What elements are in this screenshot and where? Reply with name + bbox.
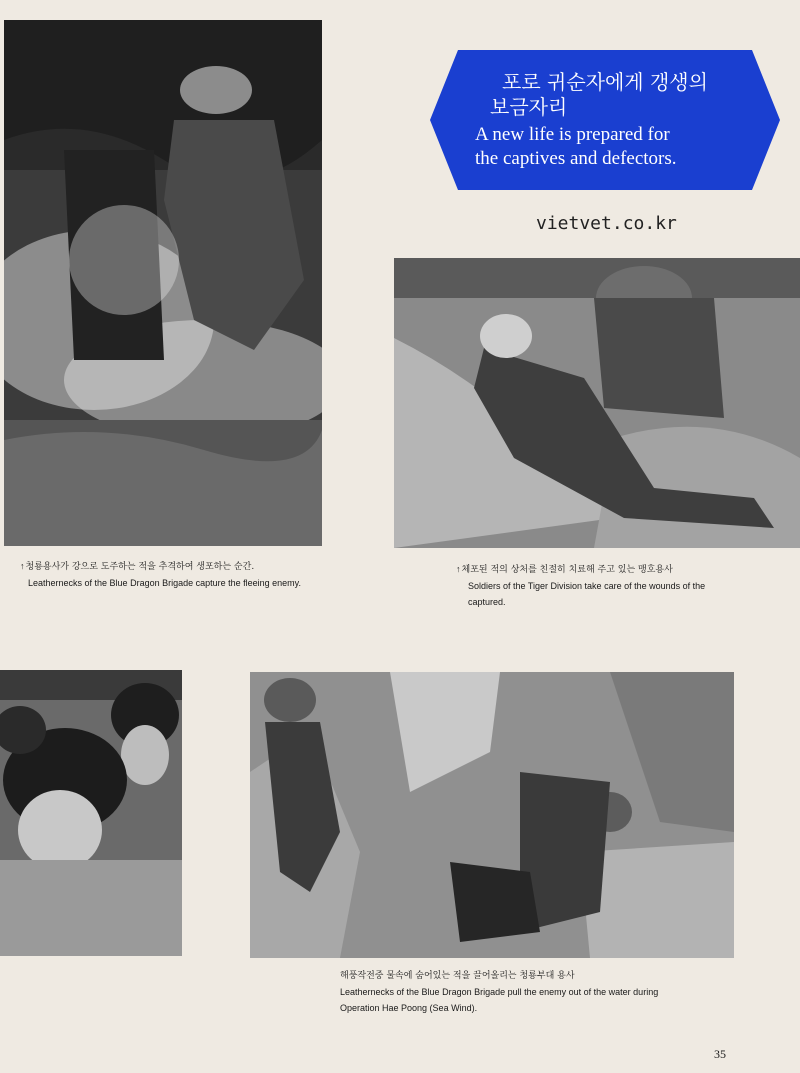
photo-river-chase bbox=[4, 20, 322, 546]
page-number: 35 bbox=[714, 1047, 726, 1061]
caption-wound-care-en: Soldiers of the Tiger Division take care of the wounds of the captured. bbox=[468, 581, 706, 607]
caption-arrow: ↑ bbox=[20, 561, 25, 571]
photo-water-rescue bbox=[250, 672, 734, 958]
caption-arrow: ↑ bbox=[456, 564, 461, 574]
caption-river-chase bbox=[20, 558, 320, 591]
photo-wound-care bbox=[394, 258, 800, 548]
caption-water-rescue-ko: 해풍작전중 물속에 숨어있는 적을 끌어올리는 청룡부대 용사 bbox=[340, 971, 575, 981]
title-banner bbox=[430, 50, 780, 190]
banner-title-ko-line1: 포로 귀순자에게 갱생의 bbox=[502, 70, 708, 94]
caption-water-rescue-en: Leathernecks of the Blue Dragon Brigade pull the enemy out of the water during Operation Hae Poong (Sea Wind). bbox=[340, 987, 659, 1013]
photo-captives bbox=[0, 670, 182, 956]
watermark-text: vietvet.co.kr bbox=[536, 213, 677, 234]
caption-water-rescue bbox=[340, 968, 660, 1016]
banner-title-en-line1: A new life is prepared for bbox=[475, 124, 670, 145]
caption-river-chase-ko: 청룡용사가 강으로 도주하는 적을 추격하여 생포하는 순간. bbox=[25, 562, 255, 572]
caption-river-chase-en: Leathernecks of the Blue Dragon Brigade capture the fleeing enemy. bbox=[28, 578, 302, 588]
banner-title-ko-line2: 보금자리 bbox=[490, 95, 568, 119]
banner-title-en-line2: the captives and defectors. bbox=[475, 148, 677, 169]
caption-wound-care bbox=[456, 561, 726, 610]
caption-wound-care-ko: 체포된 적의 상처를 친절히 치료해 주고 있는 맹호용사 bbox=[461, 565, 673, 575]
